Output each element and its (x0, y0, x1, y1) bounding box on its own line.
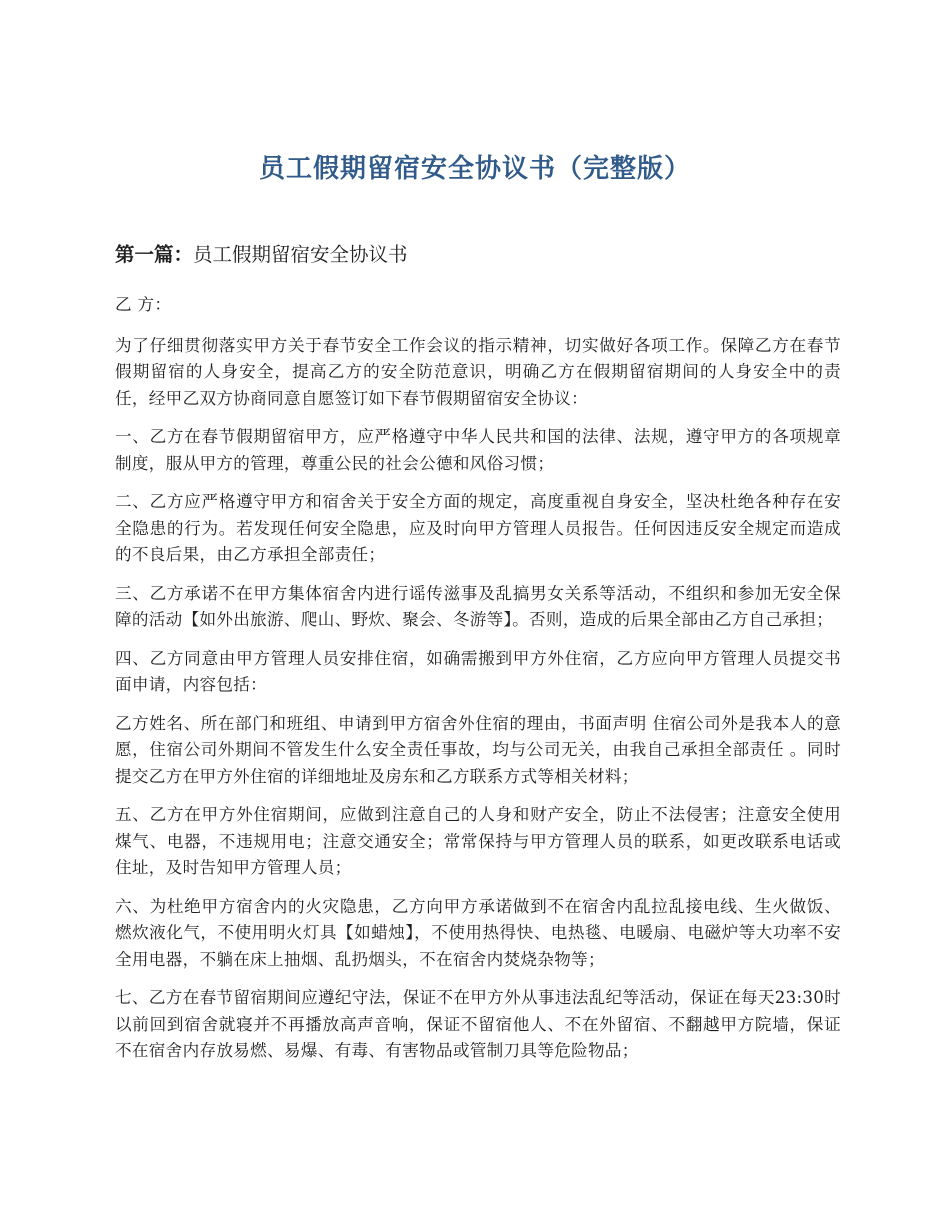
party-line: 乙 方： (115, 295, 172, 314)
paragraph-preamble: 为了仔细贯彻落实甲方关于春节安全工作会议的指示精神，切实做好各项工作。保障乙方在春节假期留宿的人身安全，提高乙方的安全防范意识，明确乙方在假期留宿期间的人身安全中的责任，经甲乙双方协商同意自愿签订如下春节假期留宿安全协议： (115, 335, 841, 408)
document-body (115, 240, 841, 1077)
paragraph-clause-7: 七、乙方在春节留宿期间应遵纪守法，保证不在甲方外从事违法乱纪等活动，保证在每天23:30时以前回到宿舍就寝并不再播放高声音响，保证不留宿他人、不在外留宿、不翻越甲方院墙，保证不在宿舍内存放易燃、易爆、有毒、有害物品或管制刀具等危险物品； (115, 988, 841, 1060)
paragraph-clause-4: 四、乙方同意由甲方管理人员安排住宿，如确需搬到甲方外住宿，乙方应向甲方管理人员提交书面申请，内容包括： (115, 648, 841, 694)
paragraph-clause-3: 三、乙方承诺不在甲方集体宿舍内进行谣传滋事及乱搞男女关系等活动，不组织和参加无安全保障的活动【如外出旅游、爬山、野炊、聚会、冬游等】。否则，造成的后果全部由乙方自己承担； (115, 583, 841, 629)
paragraph-clause-6: 六、为杜绝甲方宿舍内的火灾隐患，乙方向甲方承诺做到不在宿舍内乱拉乱接电线、生火做饭、燃炊液化气，不使用明火灯具【如蜡烛】，不使用热得快、电热毯、电暖扇、电磁炉等大功率不安全用电器，不躺在床上抽烟、乱扔烟头，不在宿舍内焚烧杂物等； (115, 896, 841, 969)
paragraph-clause-1: 一、乙方在春节假期留宿甲方，应严格遵守中华人民共和国的法律、法规，遵守甲方的各项规章制度，服从甲方的管理，尊重公民的社会公德和风俗习惯； (115, 427, 841, 473)
paragraph-clause-5: 五、乙方在甲方外住宿期间，应做到注意自己的人身和财产安全，防止不法侵害；注意安全使用煤气、电器，不违规用电；注意交通安全；常常保持与甲方管理人员的联系，如更改联系电话或住址，及时告知甲方管理人员； (115, 805, 841, 877)
section-label: 第一篇： (115, 243, 194, 266)
section-title: 员工假期留宿安全协议书 (193, 243, 408, 266)
paragraph-clause-2: 二、乙方应严格遵守甲方和宿舍关于安全方面的规定，高度重视自身安全，坚决杜绝各种存在安全隐患的行为。若发现任何安全隐患，应及时向甲方管理人员报告。任何因违反安全规定而造成的不良后果，由乙方承担全部责任； (115, 492, 841, 564)
paragraph-clause-4-detail: 乙方姓名、所在部门和班组、申请到甲方宿舍外住宿的理由，书面声明 住宿公司外是我本人的意愿，住宿公司外期间不管发生什么安全责任事故，均与公司无关，由我自己承担全部责任 。同时提交乙方在甲方外住宿的详细地址及房东和乙方联系方式等相关材料； (115, 713, 841, 786)
document-title: 员工假期留宿安全协议书（完整版） (258, 154, 691, 184)
section-heading (115, 240, 841, 270)
